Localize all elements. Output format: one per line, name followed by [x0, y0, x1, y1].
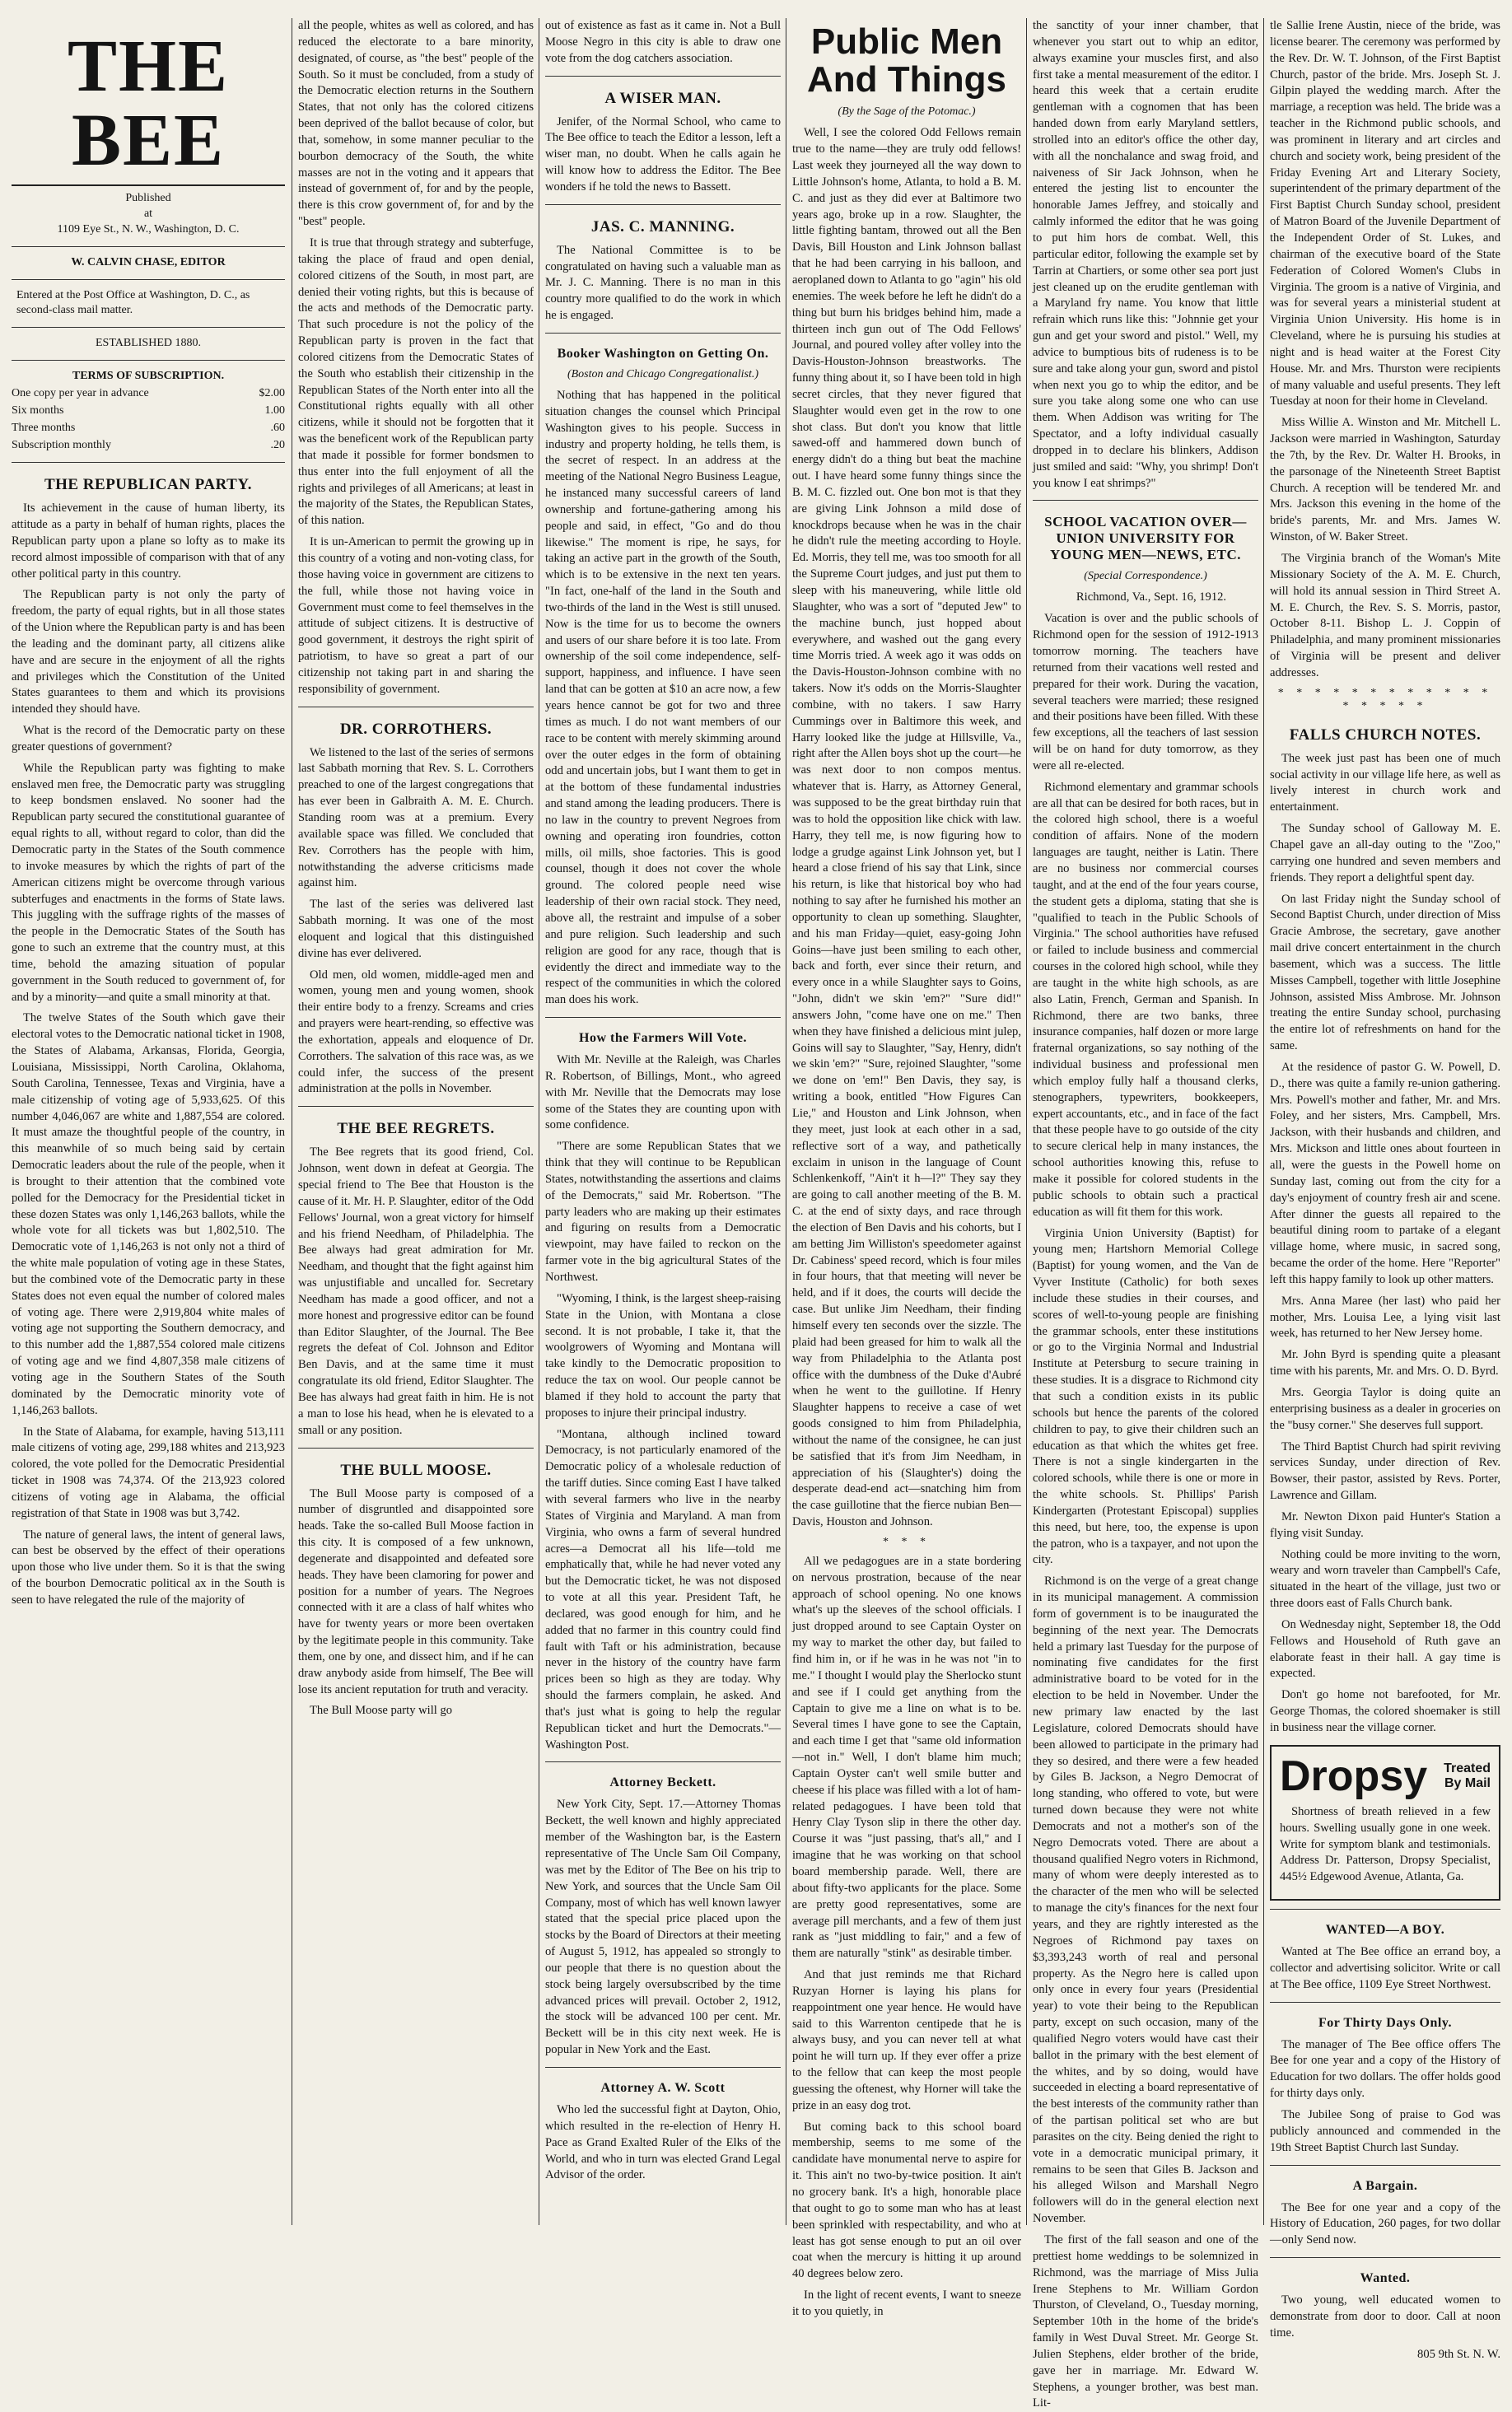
column-heading: Public Men And Things: [807, 21, 1006, 100]
column-2: [298, 18, 534, 2225]
article-heading: WANTED—A BOY.: [1325, 1923, 1445, 1938]
article-heading: JAS. C. MANNING.: [590, 217, 735, 236]
notice-body: Two young, well educated women to demonstrate from door to door. Call at noon time.: [1270, 2293, 1500, 2340]
article-body: the sanctity of your inner chamber, that whenever you start out to whip an editor, always examine your muscles first, and also first take a mental measurement of the editor. I heard this week that a certain erudite gentleman with a cognomen that has been handed down from early Maryland settlers, strolled into an editor's office the other day, with all the nonchalance and swag froid, and naiveness of Sir Jack Johnson, when he entered the jesting list to encounter the honorable James Jeffrey, and stoically and calmly informed the editor that he was going to put him hors de combat. Well, this particular editor, following the example set by Tarrin at Chartiers, or some other sea port just jest cleaned up on the erudite gentleman with a Maryland fry name. You know that little refrain which runs like this: "Johnnie get your gun and get your sword and pistol." Well, my advice to bumptious bits of rudeness is to be sure and take along your gun, sword and pistol when next you go to whip the editor, and be sure you take along some one who can use them. When Addison was writing for The Spectator, and a lofty individual casually dropped in to declare his blinkers, Addison just smiled and said: "Why, you shrimp! Don't you know I eat shrimps?": [1033, 19, 1258, 490]
article-heading: FALLS CHURCH NOTES.: [1289, 725, 1482, 744]
article-body: New York City, Sept. 17.—Attorney Thomas Beckett, the well known and highly appreciated member of the Washington bar, is the Eastern representative of The Uncle Sam Oil Company, was met by the Editor of The Bee on his trip to New York, and sources that the Uncle Sam Oil Company, most of which has well known lawyer stated that the special price placed upon the stocks by the Board of Directors at their meeting of August 5, 1912, has appealed so strongly to our people that there is no question about the stock being largely oversubscribed by the time advanced prices will prevail. October 2, 1912, the stock will be advanced 100 per cent. Mr. Beckett will be in this city next week. He is popular in New York and the East.: [545, 1798, 781, 2057]
dropsy-advertisement: [1270, 1745, 1500, 1901]
article-body: The Bee regrets that its good friend, Col. Johnson, went down in defeat at Georgia. The special friend to The Bee that Houston is the cause of it. Mr. H. P. Slaughter, editor of the Odd Fellows' Journal, won a great victory for himself and his friend Needham, of Philadelphia. The Bee always had great admiration for Mr. Needham, and thought that the fight against him was unjustifiable and uncalled for. Secretary Needham has made a good officer, and not a more honest and progressive editor can be found than Editor Slaughter, of the Journal. The Bee regrets the defeat of Col. Johnson and Editor Ben Davis, and at the same time it must congratulate its old friend, Editor Slaughter. The Bee has always had great faith in him. He is not a man to lose his head, when he is elevated to a small or any position.: [298, 1145, 534, 1437]
column-5: [1033, 18, 1258, 2410]
article-body: Jenifer, of the Normal School, who came to The Bee office to teach the Editor a lesson, left a wiser man, no doubt. When he calls again he will know how to address the Editor. The Bee wonders if he told the news to Bassett.: [545, 114, 781, 194]
article-body: Who led the successful fight at Dayton, Ohio, which resulted in the re-election of Henry H. Pace as Grand Exalted Ruler of the Elks of the World, and who in turn was elected Grand Legal Advisor of the order.: [545, 2102, 781, 2182]
article-heading: THE REPUBLICAN PARTY.: [44, 476, 253, 494]
established-line: ESTABLISHED 1880.: [96, 337, 201, 350]
office-address: 1109 Eye St., N. W., Washington, D. C.: [57, 222, 240, 236]
article-source: (Special Correspondence.): [1084, 570, 1207, 583]
editor-name: W. CALVIN CHASE, EDITOR: [71, 255, 226, 268]
ad-title: Dropsy: [1280, 1752, 1428, 1800]
ad-body: Shortness of breath relieved in a few hours. Swelling usually gone in one week. Write for symptom blank and testimonials. Address Dr. Patterson, Dropsy Specialist, 445½ Edgewood Avenue, Atlanta, Ga.: [1280, 1804, 1491, 1884]
article-heading: THE BULL MOOSE.: [340, 1461, 492, 1479]
article-heading: Attorney Beckett.: [609, 1775, 716, 1790]
article-body: Its achievement in the cause of human liberty, its attitude as a party in behalf of human rights, places the Republican party upon a plane so lofty as to make its record almost impossible of comparison with that of any other political party in this country. The Republican party is not only the party of freedom, the party of equal rights, but in all those states of the Union where the Republican party is and has been the leading and the dominant party, all citizens alike have and are secure in the enjoyment of all the rights and privileges which the Constitution of the United States guarantees to them and which its provisions intended they should have. What is the record of the Democratic party on these greater questions of government? While the Republican party was fighting to make enslaved men free, the Democratic party was struggling to keep bondsmen enslaved. No sooner had the Republican party secured the constitutional guarantee of equal rights to all, without regard to color, than did the Democratic party in the States of the South commence to invoke measures by which the rights of part of the American citizens might be overcome through various subterfuges and enactments in the forms of State laws. This juggling with the suffrage rights of the masses of the people in the Democratic States of the South has gone to such an extreme that the country must, at this time, behold the amazing situation of popular government in the South reduced to government of, for and by a minority—and quite a small minority at that. The twelve States of the South which gave their electoral votes to the Democratic national ticket in 1908, the States of Alabama, Arkansas, Florida, Georgia, Louisiana, Mississippi, North Carolina, Oklahoma, South Carolina, Tennessee, Texas and Virginia, have a male citizenship of voting age of 5,933,625. Of this number 4,046,067 are white and 1,887,554 are colored. It must amaze the thoughtful people of the country, in this meanwhile of so much being said by certain Democratic leaders about the rule of the people, when it is brought to their attention that the combined vote polled for the Democracy for the Presidential ticket in these dozen States was only 1,146,263 ballots, while the whole vote for all tickets was but 1,802,510. The Democratic vote of 1,146,263 is not only not a third of the white male population of voting age in these States, but the combined vote of the Democratic party in these States does not even equal the number of colored males of voting age. There were 2,919,804 white males of voting age not supporting the Southern democracy, and to this number add the 1,887,554 colored male citizens of voting age and we find 4,807,358 male citizens of voting age in the Southern States of the South dominated by the Democratic minority vote of 1,146,263 ballots. In the State of Alabama, for example, having 513,111 male citizens of voting age, 299,188 whites and 213,923 colored, the vote polled for the Democratic Presidential ticket in 1908 was 74,374. Of the 213,923 colored citizens of voting age in Alabama, the official registration of that State in 1908 was but 3,742. The nature of general laws, the intent of general laws, can best be observed by the effect of their operations upon those who live under them. So it is that the swing of the bourbon Democratic political ax in the South is seen to have relegated the rule of the majority of: [12, 502, 285, 1607]
article-heading: For Thirty Days Only.: [1318, 2015, 1452, 2030]
section-divider: * * * * * * * * * * * * * * * * *: [1277, 686, 1493, 712]
newspaper-page: [12, 18, 1500, 2410]
article-body: Richmond, Va., Sept. 16, 1912. Vacation is over and the public schools of Richmond open for the session of 1912-1913 tomorrow morning. The teachers have returned from their vacations well rested and prepared for their work. During the vacation, several teachers were married; these resigned and their positions have been filled. With these few exceptions, all the teachers of last session will be on hand for duty tomorrow, as they were all re-elected. Richmond elementary and grammar schools are all that can be desired for both races, but in the colored high school, there is a woeful condition of affairs. None of the modern languages are taught, neither is Latin. There are no business nor commercial courses taught, and at the end of the four years course, the student gets a diploma, stating that she is "qualified to teach in the Public Schools of Virginia." The school authorities have refused or failed to include business and commercial courses in the colored high school, while they are taught in the white high schools, as are also Latin, French, German and Spanish. In Richmond, there are two banks, three insurance companies, half dozen or more large fraternal organizations, so say nothing of the individual business and professional men which employ fully half a thousand clerks, stenographers, typewriters, bookkeepers, expert accountants, etc., and in face of the fact that these people have to go outside of the city to secure clerical help in many instances, the school authorities knowing this, refuse to make it possible for colored students in the public schools to obtain such a practical education as will fit them for this work. Virginia Union University (Baptist) for young men; Hartshorn Memorial College (Baptist) for young women, and the Van de Vyver Institute (Catholic) for both sexes include these studies in their courses, and scores of well-to-young people are finishing the grammar schools, enter these institutions or go to the Virginia Normal and Industrial Institute at Petersburg to secure training in these studies. It is a disgrace to Richmond city that such a condition exists in its public schools but hence the parents of the colored children to pay, to give their children such an education as that which the whites get free. There is not a single kindergarten in the colored schools, while there is one or more in the white schools. St. Phillips' Parish Kindergarten (Protestant Episcopal) supplies this need, but here, too, the expense is upon the patron, who is a taxpayer, and not upon the city. Richmond is on the verge of a great change in its municipal management. A commission form of government is to be inaugurated the beginning of the next year. The Democrats held a primary last Tuesday for the purpose of nominating five candidates for the first administrative board to be voted for in the election to be held in November. Under the new primary law enacted by the last Legislature, colored Democrats should have been allowed to participate in the primary had they so desired, and there were a few headed by Giles B. Jackson, a Negro Democrat of long standing, who offered to vote, but were turned down because they were not white Democrats and not a mother's son of the Negro Democrats voted. There are about a thousand qualified Negro voters in Richmond, many of whom were deeply interested as to the character of the men who will be selected to manage the city's finances for the next four years, and they are rightly interested as the Negroes of Richmond pay taxes on $3,393,243 worth of real and personal property. As the Negro here is called upon only once in every four years (Presidential year) to vote their being to the Republican party, except on such occasion, many of the qualified Negro voters would have cast their ballot in the primary with the best element of the whites, and by so doing, would have succeeded in electing a board representative of the best interests of the community rather than of the partisan political set who are but parasites on the city. Being denied the right to vote in a democratic municipal primary, it remains to be seen that Giles B. Jackson and his alleged Wilson and Marshall Negro followers will do in the general election next November. The first of the fall season and one of the prettiest home weddings to be solemnized in Richmond, was the marriage of Miss Julia Irene Stephens to Mr. William Gordon Thurston, of Cleveland, O., Tuesday morning, September 10th in the home of the bride's family in West Duval Street. Mr. George St. Julien Stephens, elder brother of the bride, gave her in marriage. Mr. Edward W. Stephens, a younger brother, was best man. Lit-: [1033, 590, 1258, 2410]
notice-body: The Bee for one year and a copy of the History of Education, 260 pages, for two dollar—only Send now.: [1270, 2200, 1500, 2247]
terms-row: One copy per year in advance $2.00: [12, 387, 285, 400]
column-3: [545, 18, 781, 2225]
article-heading: A Bargain.: [1352, 2178, 1418, 2193]
column-6: [1270, 18, 1500, 2361]
article-body: The Bull Moose party is composed of a number of disgruntled and disappointed sore heads. Take the so-called Bull Moose faction in this city. It is composed of a few unknown, degenerate and disappointed and defeated sore heads. They have been clamoring for power and position for a number of years. The Negroes connected with it are a class of half whites who have for twenty years or more been overtaken by the legitimate people in this community. Take them, one by one, and dissect him, and if he can draw anybody aside from himself, The Bee will lose its ancient reputation for truth and veracity. The Bull Moose party will go: [298, 1486, 534, 1718]
article-source: (Boston and Chicago Congregationalist.): [567, 367, 759, 380]
notice-body: Wanted at The Bee office an errand boy, a collector and advertising solicitor. Write or call at The Bee office, 1109 Eye Street Northwest.: [1270, 1945, 1500, 1991]
column-rule: [1026, 18, 1027, 2225]
at-label: at: [143, 207, 153, 220]
article-body: out of existence as fast as it came in. Not a Bull Moose Negro in this city is able to draw one vote from the dog catchers association.: [545, 19, 781, 65]
notice-address: 805 9th St. N. W.: [1417, 2347, 1500, 2361]
postal-notice: Entered at the Post Office at Washington, D. C., as second-class mail matter.: [16, 288, 250, 317]
article-body: Nothing that has happened in the political situation changes the counsel which Principal Washington gives to his people. Success in industry and property holding, he tells them, is the secret of respect. In an address at the meeting of the National Negro Business League, he instanced many successful careers of land ownership and fortune-gathering among his people and said, in effect, "Go and do thou likewise." The moment is ripe, he says, for taking an active part in the growth of the South, which is to be extensive in the next ten years. "In fact, one-half of the land in the South and two-thirds of the land in the West is still unused. Now is the time for us to become the owners and users of our share before it is too late. From ownership of the soil come independence, self-support, happiness, and influence. I have seen land that can be gotten at $10 an acre now, a few years hence cannot be got for two and three times as much. I do not want members of our race to be content with merely skimming around over the outer edges in the form of obtaining odd and uncertain jobs, but I want them to get in at the bottom of these fundamental industries and stand among the leading producers. There is no law in the country to prevent Negroes from owning and operating iron foundries, cotton mills, oil mills, shoe factories. This is good counsel, though it does not cover the whole ground. The colored people need wise leadership of their own racial stock. They need, above all, the restraint and impulse of a sober and pure religion. Such leadership and such religion are good for any race, though that is evidently the direct and immediate way to the respect of the communities in which the colored man does his work.: [545, 388, 781, 1007]
article-heading: How the Farmers Will Vote.: [579, 1031, 747, 1046]
notice-body: The manager of The Bee office offers The Bee for one year and a copy of the History of Education for two dollars. The offer holds good for thirty days only.: [1270, 2037, 1500, 2101]
article-body: Well, I see the colored Odd Fellows remain true to the name—they are truly odd fellows! Last week they journeyed all the way down to Little Johnson's home, Atlanta, to hold a B. M. C. and just as they did ever at Baltimore two years ago, broke up in a row. Slaughter, the little fighting bantam, throwed out all the Ben Davis, Bill Houston and Link Johnson ballast that he had been carrying in his balloon, and aeroplaned down to Atlanta to go "agin" his old enemies. The week before he left he didn't do a thing but burn his bridges behind him, made a thirteen inch gun out of The Odd Fellows' Journal, and poured volley after volley into the Davis-Houston-Johnson breastworks. The funny thing about it, so I have been told in high secret circles, that they never figured that Slaughter would even get in the row to one shot class. But don't you know that little sawed-off and hammered down bunch of energy didn't do a thing but beat the machine out. I have heard some funny things since the B. M. C. fizzled out. One bon mot is that they are giving Link Johnson a mild dose of knockdrops because when he was in the chair he didn't rule the meeting according to Hoyle. Ed. Morris, they tell me, was too smooth for all the Supreme Court judges, and just put them to sleep with his maneuvering, while little old Slaughter, who was a sort of "deputed Jew" to the machine bunch, just hopped about everywhere, and washed out the gang every time Morris tried. A week ago it was odds on the Davis-Houston-Johnson combine with no takers. Now it's odds on the Morris-Slaughter combine, with no takers. I saw Harry Cummings over in Baltimore this week, and Harry looked like the judge at Hillsville, Va., right after the Allen boys shot up the court—he was next door to non compos mentus. whatever that is. Harry, as Attorney General, was supposed to be the great birthday ruin that was to hold the opposition like chick with law. Harry, they tell me, is now figuring how to lodge a grudge against Link Johnson yet, but I heard a close friend of his say that Link, since his return, is like that historical boy who had nothing to say after he furnished his mother an opportunity to clean up something. Slaughter, and his man Friday—quiet, easy-going John Goins—have just been smiling to each other, back and forth, ever since their return, and every once in a while Slaughter says to Goins, "John, didn't we skin 'em?" "Sure did!" answers John, "come have one on me." Then when they have finished a delicious mint julep, Goins will say to Slaughter, "Say, Henry, didn't we skin 'em?" "Sure, rejoined Slaughter, "some we done on 'em!" Ben Davis, they say, is writing a book, entitled "How Figures Can Lie," and Houston and Link Johnson, when they meet, just look at each other in a sad, reflective sort of a way, and pathetically exclaim in unison in the language of Count Schlenkenkoff, "Ain't it h—l?" They say they are going to call another meeting of the B. M. C. at the end of sixty days, and race through the election of Ben Davis and his cohorts, but I am betting Jim Williston's speedometer against Dr. Cabiness' speed record, which is four miles in four hours, that that meeting will never be held, and if it does, the courts will decide the case. But unlike Jim Needham, their finding himself every ten seconds over the sizzle. The plaid had been greased for him to walk all the way from Philadelphia to the Atlanta post office with the dumbness of the Duke d'Aubré when he went to the guillotine. If Henry Slaughter happens to receive a case of wet goods consigned to him from Philadelphia, without the name of the consignee, he can just be satisfied that it's from Jim Needham, in appreciation of his (Slaughter's) doing the desperate dead-end act—snatching him from the case guillotine that the fierce nubian Ben—Davis, Houston and Johnson.: [792, 126, 1021, 1529]
ad-tagline: Treated By Mail: [1444, 1761, 1491, 1790]
byline: (By the Sage of the Potomac.): [838, 105, 976, 119]
article-body: The National Committee is to be congratulated on having such a valuable man as Mr. J. C. Manning. There is no man in this country more qualified to do the work in which he is engaged.: [545, 243, 781, 323]
article-body: all the people, whites as well as colored, and has reduced the electorate to a bare minority, designated, of course, as "the best" people of the South. So it must be concluded, from a study of the Democratic election returns in the Southern States, that not only has the colored citizens been deprived of the ballot because of color, but that, somehow, in some manner peculiar to the bourbon democracy of the South, the white masses are not in the voting and it appears that instead of government of, for and by the people, there is this crow government of, for and by the "best" people. It is true that through strategy and subterfuge, taking the place of fraud and open denial, colored citizens of the South, in most part, are denied their voting rights, but this is because of the acts and methods of the Democratic party. That such procedure is not the policy of the Republican party is proven in the fact that colored citizens from the Democratic States of the South who establish their citizenship in the Republican States of the North enter into all the Constitutional rights equally with all other citizens, while it should not be forgotten that it was the beneficent work of the Republican party that made it possible for former bondsmen to thus enter into the full enjoyment of all the rights and privileges of all Americans; at least in the majority of the States, the Republican States, of this nation. It is un-American to permit the growing up in this country of a voting and non-voting class, for those having voice in government are citizens to the full, while those not having voice in Government must come to feel themselves in the attitude of subject citizens. It is destructive of good government, it destroys the right spirit of patriotism, to have so great a part of our citizenship not taking part in and sharing the responsibility of government.: [298, 19, 534, 696]
section-divider: * * *: [883, 1535, 931, 1548]
article-heading: DR. CORROTHERS.: [339, 720, 492, 738]
terms-row: Six months 1.00: [12, 404, 285, 418]
article-heading: A WISER MAN.: [604, 89, 721, 107]
article-body: With Mr. Neville at the Raleigh, was Charles R. Robertson, of Billings, Mont., who agreed with Mr. Neville that the Democrats may lose some of the States they are counting upon with some confidence. "There are some Republican States that we think that they will continue to be Republican States, notwithstanding the assertions and claims of the Democrats," said Mr. Robertson. "The party leaders who are making up their estimates and figuring on results from a Democratic viewpoint, may have failed to reckon on the farmer vote in the big agricultural States of the Northwest. "Wyoming, I think, is the largest sheep-raising State in the Union, with Montana a close second. It is not probable, I take it, that the woolgrowers of Wyoming and Montana will take kindly to the Democratic proposition to reduce the tax on wool. Our people cannot be blamed if they hold to account the party that proposes to injure their principal industry. "Montana, although inclined toward Democracy, is not particularly enamored of the Democratic policy of a wholesale reduction of the tariff duties. Since coming East I have talked with several farmers who live in the nearby States of Virginia and Maryland. A man from Virginia, who owns a farm of several hundred acres—a Democrat all his life—told me emphatically that, while he had never voted any but the Democratic ticket, he was not disposed to vote at all this year. President Taft, he declared, was good enough for him, and he added that no farmer in this country could find fault with Taft or his administration, because never in the history of the country have farm prices been so high as they are today. Why should the farmers complain, he asked. And that's just what is going to help the regular Republican ticket and hurt the Democrats."—Washington Post.: [545, 1053, 781, 1752]
column-4: [792, 18, 1021, 2318]
published-label: Published: [125, 192, 171, 204]
column-1: [12, 18, 285, 2225]
notice-body: The Jubilee Song of praise to God was publicly announced and commended in the 19th Street Baptist Church last Sunday.: [1270, 2107, 1500, 2154]
subscription-terms: [12, 385, 285, 454]
terms-row: Subscription monthly .20: [12, 439, 285, 452]
masthead-title: THE BEE: [12, 30, 285, 186]
article-body: The week just past has been one of much social activity in our village life here, as well as lively interest in church work and entertainment. The Sunday school of Galloway M. E. Chapel gave an all-day outing to the "Zoo," carrying one hundred and seven members and friends. They report a delightful spent day. On last Friday night the Sunday school of Second Baptist Church, under direction of Miss Gracie Ambrose, the secretary, gave another mail drive concert entertainment in the church basement, which was a success. The little Misses Campbell, together with little Josephine Johnson, assisted Miss Ambrose. Mr. Johnson treating the entire Sunday school, purchasing the entire lot of refreshments on hand for the same. At the residence of pastor G. W. Powell, D. D., there was quite a family re-union gathering. Mrs. Powell's mother and father, Mr. and Mrs. Foley, and her sisters, Mrs. Campbell, Mrs. Jackson, with their husbands and children, and Mrs. Mickson and little ones about fourteen in all, were the guests in the Powell home on Sunday last, coming out from the city for a day's enjoyment of country fresh air and scene. After dinner the guests all repaired to the beautiful dining room to partake of a elegant village home, where music, in sacred song, became the order of the home. Here "Reporter" left this happy family to look up other matters. Mrs. Anna Maree (her last) who paid her mother, Mrs. Louisa Lee, a lying visit last week, has returned to her New Jersey home. Mr. John Byrd is spending quite a pleasant time with his parents, Mr. and Mrs. O. D. Byrd. Mrs. Georgia Taylor is doing quite an enterprising business as a dealer in groceries on the "busy corner." She deserves full support. The Third Baptist Church had spirit reviving services Sunday, under direction of Rev. Bowser, their pastor, assisted by Revs. Porter, Lawrence and Gillam. Mr. Newton Dixon paid Hunter's Station a flying visit Sunday. Nothing could be more inviting to the worn, weary and worn traveler than Campbell's Cafe, situated in the heart of the village, just two or three doors east of Falls Church bank. On Wednesday night, September 18, the Odd Fellows and Household of Ruth gave an elaborate feast in their hall. A gay time is expected. Don't go home not barefooted, for Mr. George Thomas, the colored shoemaker is still in business near the village corner.: [1270, 751, 1500, 1734]
article-heading: Booker Washington on Getting On.: [557, 346, 769, 361]
article-body: All we pedagogues are in a state bordering on nervous prostration, because of the near approach of school opening. No one knows what's up the sleeves of the school officials. I just dropped around to see Captain Oyster on my way to market the other day, but failed to find him in, or if he was in he was not "in to me." I thought I would play the Sherlocko stunt and see if I could get anything from the Captain to give me a line on what is to be. Several times I have gone to see the Captain, and each time I get that "same old information—not in." Well, I don't blame him much; Captain Oyster can't well smile butter and cheese if his place was filled with a lot of ham-related pedagogues. I have been told that Henry Clay Tyson slip in there the other day. Course it was "just passing, that's all," and I imagine that he was working on that school board membership parade. Well, there are about fifty-two applicants for the place. Some are pretty good representatives, some are average pill merchants, and a few of them just rank as "just middling to fair," and a few of them are naturally "stink" as desirable timber. And that just reminds me that Richard Ruzyan Horner is laying his plans for reappointment one year hence. He would have said to this Warrenton centipede that he is always busy, and you can never tell at what point he will turn up. If they ever offer a prize to the fellow that can keep the most people guessing the oftenest, why Horner will take the prize in an easy dog trot. But coming back to this school board membership, seems to me some of the candidate have monumental nerve to aspire for it. This ain't no two-by-twice position. It ain't no grocery bank. It's a high, honorable place that ought to go to some man who has at least been sprinkled with respectability, and who at least has got sense enough to put an oil over coat when the mercury is hitting it up around 40 degrees below zero. In the light of recent events, I want to sneeze it to you quietly, in: [792, 1554, 1021, 2318]
article-heading: SCHOOL VACATION OVER—UNION UNIVERSITY FOR YOUNG MEN—NEWS, ETC.: [1044, 514, 1247, 563]
column-rule: [1263, 18, 1264, 2225]
article-body: tle Sallie Irene Austin, niece of the bride, was license bearer. The ceremony was performed by the Rev. Dr. W. T. Johnson, of the First Baptist Church, pastor of the bride. Mrs. Joseph St. J. Gilpin played the wedding march. After the marriage, a reception was held. The bride was a teacher in the Richmond public schools, and was prominent in literary and art circles and church and society work, being president of the Friday Evening Art and Literary Society, superintendent of the primary department of the First Baptist Church Sunday school, president of Matron Board of the Juvenile Department of the Independent Order of St. Lukes, and chairman of the executive board of the State Federation of Colored Women's Clubs in Virginia. The groom is a native of Virginia, and was for several years a ministerial student at Virginia Union University. His home is in Cleveland, where he is pursuing his studies at night and is head waiter at the Forest City House. Mr. and Mrs. Thurston were recipients of many valuable and useful presents. They left Tuesday at noon for their home in Cleveland. Miss Willie A. Winston and Mr. Mitchell L. Jackson were married in Washington, Saturday the 7th, by the Rev. Dr. Walter H. Brooks, in the parsonage of the Nineteenth Street Baptist Church. A reception will be tendered Mr. and Mrs. Jackson this evening in the home of the bride's parents, Mr. and Mrs. James W. Winston, of W. Baker Street. The Virginia branch of the Woman's Mite Missionary Society of the A. M. E. Church, will hold its annual session in Third Street A. M. E. Church, the Rev. S. S. Morris, pastor, October 8-11. Bishop L. J. Coppin of Philadelphia, and many prominent missionaries of Virginia will be present and deliver addresses.: [1270, 19, 1500, 679]
article-heading: Wanted.: [1360, 2271, 1411, 2286]
article-body: We listened to the last of the series of sermons last Sabbath morning that Rev. S. L. Corrothers preached to one of the largest congregations that has ever been in Galbraith A. M. E. Church. Standing room was at a premium. Every available space was filled. We concluded that Rev. Corrothers has the people with him, notwithstanding the adverse criticisms made against him. The last of the series was delivered last Sabbath morning. It was one of the most eloquent and logical that this distinguished divine has ever delivered. Old men, old women, middle-aged men and women, young men and young women, shook their entire body to a frenzy. Screams and cries and prayers were heart-rending, so effective was the exhortation, appeals and eloquence of Dr. Corrothers. The salvation of this race was, as we could infer, the success of the present administration at the polls in November.: [298, 745, 534, 1096]
article-heading: Attorney A. W. Scott: [600, 2080, 726, 2095]
terms-row: Three months .60: [12, 422, 285, 435]
article-heading: THE BEE REGRETS.: [337, 1120, 495, 1138]
terms-heading: TERMS OF SUBSCRIPTION.: [72, 370, 225, 383]
